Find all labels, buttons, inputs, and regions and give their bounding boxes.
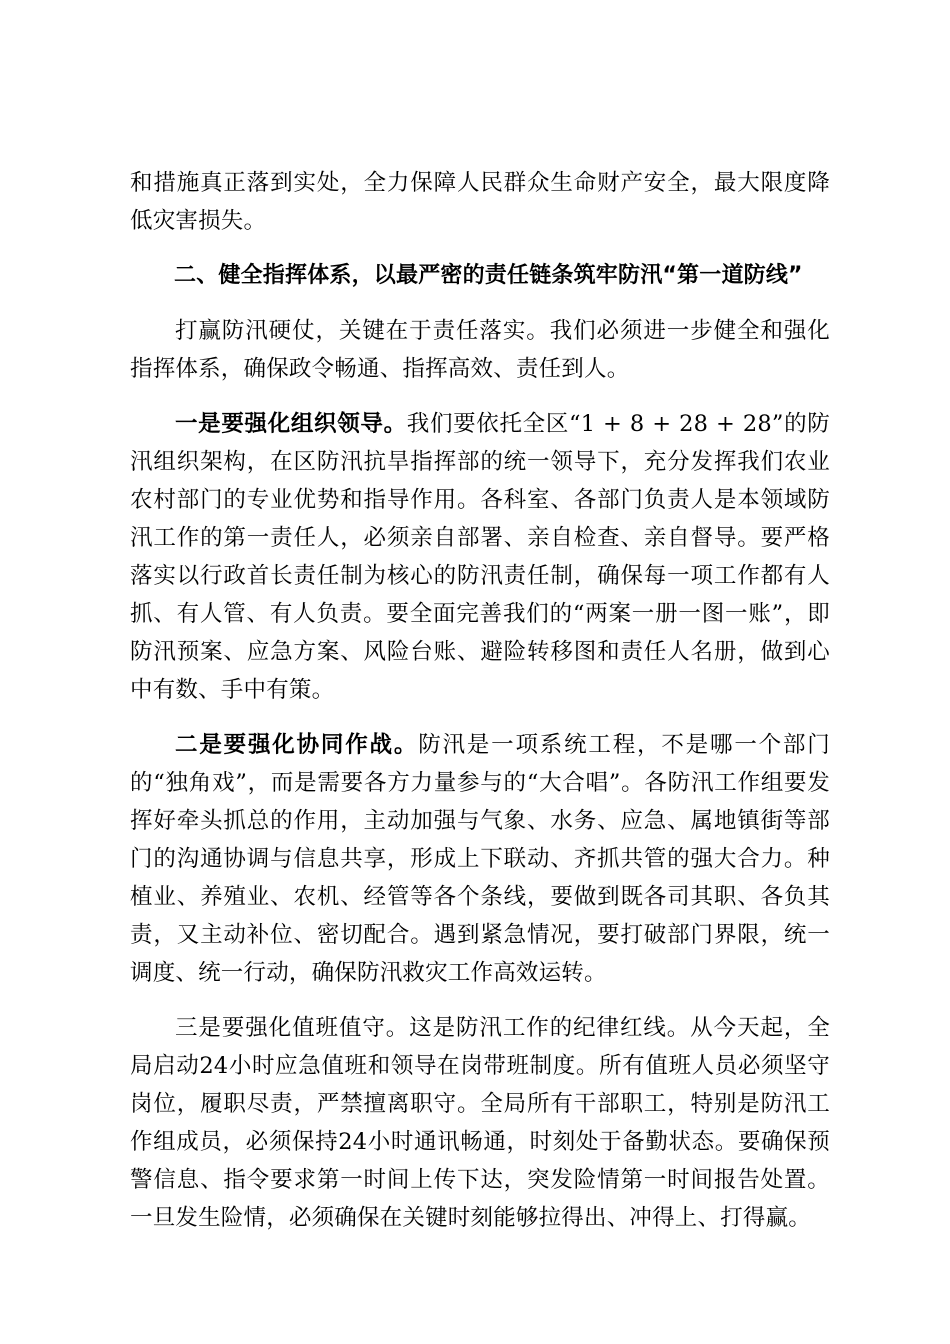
paragraph-body: 防汛是一项系统工程，不是哪一个部门的“独角戏”，而是需要各方力量参与的“大合唱”。各防汛工作组要发挥好牵头抓总的作用，主动加强与气象、水务、应急、属地镇街等部门的沟通协调与信息共享，形成上下联动、齐抓共管的强大合力。种植业、养殖业、农机、经管等各个条线，要做到既各司其职、各负其责，又主动补位、密切配合。遇到紧急情况，要打破部门界限，统一调度、统一行动，确保防汛救灾工作高效运转。 xyxy=(130,732,830,986)
paragraph-organization xyxy=(130,405,830,709)
paragraph-body: 我们要依托全区“1 + 8 + 28 + 28”的防汛组织架构，在区防汛抗旱指挥部的统一领导下，充分发挥我们农业农村部门的专业优势和指导作用。各科室、各部门负责人是本领域防汛工作的第一责任人，必须亲自部署、亲自检查、亲自督导。要严格落实以行政首长责任制为核心的防汛责任制，确保每一项工作都有人抓、有人管、有人负责。要全面完善我们的“两案一册一图一账”，即防汛预案、应急方案、风险台账、避险转移图和责任人名册，做到心中有数、手中有策。 xyxy=(130,411,830,703)
paragraph-lead: 一是要强化组织领导。 xyxy=(175,411,407,437)
paragraph-duty: 三是要强化值班值守。这是防汛工作的纪律红线。从今天起，全局启动24小时应急值班和领导在岗带班制度。所有值班人员必须坚守岗位，履职尽责，严禁擅离职守。全局所有干部职工，特别是防汛工作组成员，必须保持24小时通讯畅通，时刻处于备勤状态。要确保预警信息、指令要求第一时间上传下达，突发险情第一时间报告处置。一旦发生险情，必须确保在关键时刻能够拉得出、冲得上、打得赢。 xyxy=(130,1015,830,1231)
document-page xyxy=(130,164,830,1237)
paragraph-intro: 打赢防汛硬仗，关键在于责任落实。我们必须进一步健全和强化指挥体系，确保政令畅通、指挥高效、责任到人。 xyxy=(130,318,830,382)
paragraph-continuation: 和措施真正落到实处，全力保障人民群众生命财产安全，最大限度降低灾害损失。 xyxy=(130,170,830,234)
section-heading: 二、健全指挥体系，以最严密的责任链条筑牢防汛“第一道防线” xyxy=(174,263,803,288)
paragraph-coordination xyxy=(130,726,830,992)
paragraph-lead: 二是要强化协同作战。 xyxy=(175,732,419,758)
